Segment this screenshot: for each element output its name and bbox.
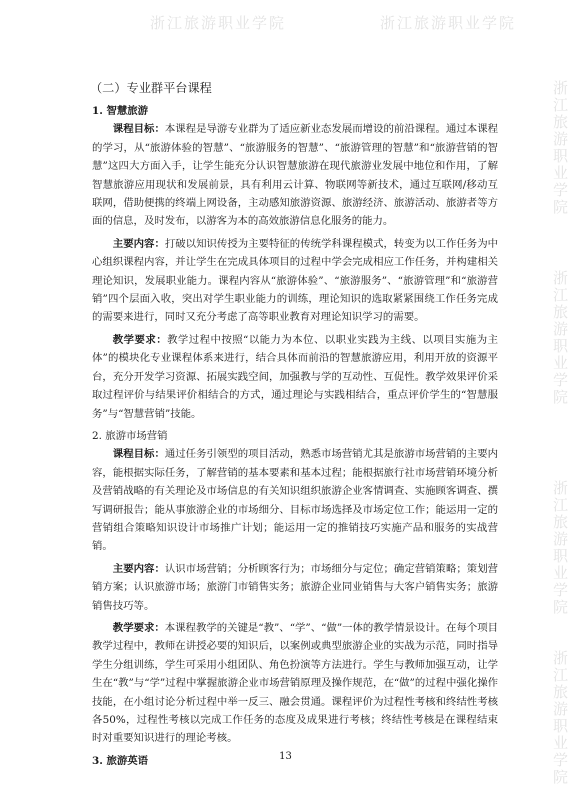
course-paragraph xyxy=(92,331,498,423)
document-body xyxy=(92,78,498,770)
watermark-text: 浙江旅游职业学院 xyxy=(150,14,287,32)
page-number: 13 xyxy=(279,751,292,762)
course-paragraph xyxy=(92,560,498,615)
paragraph-label: 教学要求： xyxy=(112,621,165,634)
paragraph-label: 教学要求： xyxy=(112,333,168,346)
paragraph-text: 通过任务引领型的项目活动，熟悉市场营销尤其是旅游市场营销的主要内容，能根据实际任务，了解营销的基本要素和基本过程；能根据旅行社市场营销环境分析及营销战略的有关理论及市场信息的有关知识组织旅游企业客情调查、实施顾客调查、撰写调研报告；能从事旅游企业的市场细分、目标市场选择及市场定位工作；能运用一定的营销组合策略知识设计市场推广计划；能运用一定的推销技巧实施产品和服务的实战营销。 xyxy=(92,448,499,553)
course-heading: 1. 智慧旅游 xyxy=(92,105,149,117)
watermark xyxy=(550,480,571,616)
watermark xyxy=(150,12,286,33)
watermark xyxy=(550,270,571,406)
watermark xyxy=(380,12,516,33)
paragraph-label: 课程目标： xyxy=(112,123,165,136)
paragraph-label: 主要内容： xyxy=(112,562,165,575)
watermark-text: 浙江旅游职业学院 xyxy=(551,480,569,616)
paragraph-text: 打破以知识传授为主要特征的传统学科课程模式，转变为以工作任务为中心组织课程内容，并让学生在完成具体项目的过程中学会完成相应工作任务，并构建相关理论知识，发展职业能力。课程内容从“旅游体验”、“旅游服务”、“旅游管理”和“旅游营销”四个层面入收，突出对学生职业能力的训练，理论知识的选取紧紧围绕工作任务完成的需要来进行，同时又充分考虑了高等职业教育对理论知识学习的需要。 xyxy=(92,237,499,324)
paragraph-text: 认识市场营销；分析顾客行为；市场细分与定位；确定营销策略；策划营销方案；认识旅游市场；旅游门市销售实务；旅游企业同业销售与大客户销售实务；旅游销售技巧等。 xyxy=(92,562,499,612)
watermark-text: 浙江旅游职业学院 xyxy=(551,270,569,406)
course-paragraph xyxy=(92,235,498,327)
watermark xyxy=(550,650,571,786)
paragraph-text: 教学过程中按照“以能力为本位、以职业实践为主线、以项目实施为主体”的模块化专业课程体系来进行，结合具体而前沿的智慧旅游应用，利用开放的资源平台，充分开发学习资源、拓展实践空间，加强教与学的互动性、互促性。教学效果评价采取过程评价与结果评价相结合的方式，通过理论与实践相结合，重点评价学生的“智慧服务”与“智慧营销”技能。 xyxy=(92,333,499,420)
course-paragraph xyxy=(92,120,498,230)
paragraph-text: 本课程教学的关键是“教”、“学”、“做”一体的教学情景设计。在每个项目教学过程中，教师在讲授必要的知识后，以案例或典型旅游企业的实战为示范，同时指导学生分组训练，学生可采用小组团队、角色扮演等方法进行。学生与教师加强互动，让学生在“教”与“学”过程中掌握旅游企业市场营销原理及操作规范，在“做”的过程中强化操作技能，在小组讨论分析过程中举一反三、融会贯通。课程评价为过程性考核和终结性考核各50%，过程性考核以完成工作任务的态度及成果进行考核；终结性考核是在课程结束时对重要知识进行的理论考核。 xyxy=(92,621,499,745)
watermark-text: 浙江旅游职业学院 xyxy=(551,80,569,216)
paragraph-label: 课程目标： xyxy=(112,448,165,461)
course-paragraph xyxy=(92,619,498,748)
watermark-text: 浙江旅游职业学院 xyxy=(551,650,569,786)
watermark xyxy=(550,80,571,216)
course-heading: 3. 旅游英语 xyxy=(92,754,149,767)
paragraph-label: 主要内容： xyxy=(112,237,165,250)
course-paragraph xyxy=(92,445,498,555)
section-title: （二）专业群平台课程 xyxy=(90,81,212,95)
watermark-text: 浙江旅游职业学院 xyxy=(380,14,517,32)
course-heading: 2. 旅游市场营销 xyxy=(92,429,168,442)
paragraph-text: 本课程是导游专业群为了适应新业态发展而增设的前沿课程。通过本课程的学习，从“旅游体验的智慧”、“旅游服务的智慧”、“旅游管理的智慧”和“旅游营销的智慧”这四大方面入手，让学生能充分认识智慧旅游在现代旅游业发展中地位和作用，了解智慧旅游应用现状和发展前景，具有利用云计算、物联网等新技术，通过互联网/移动互联网，借助便携的终端上网设备，主动感知旅游资源、旅游经济、旅游活动、旅游者等方面的信息，及时发布，以游客为本的高效旅游信息化服务的能力。 xyxy=(92,123,499,228)
